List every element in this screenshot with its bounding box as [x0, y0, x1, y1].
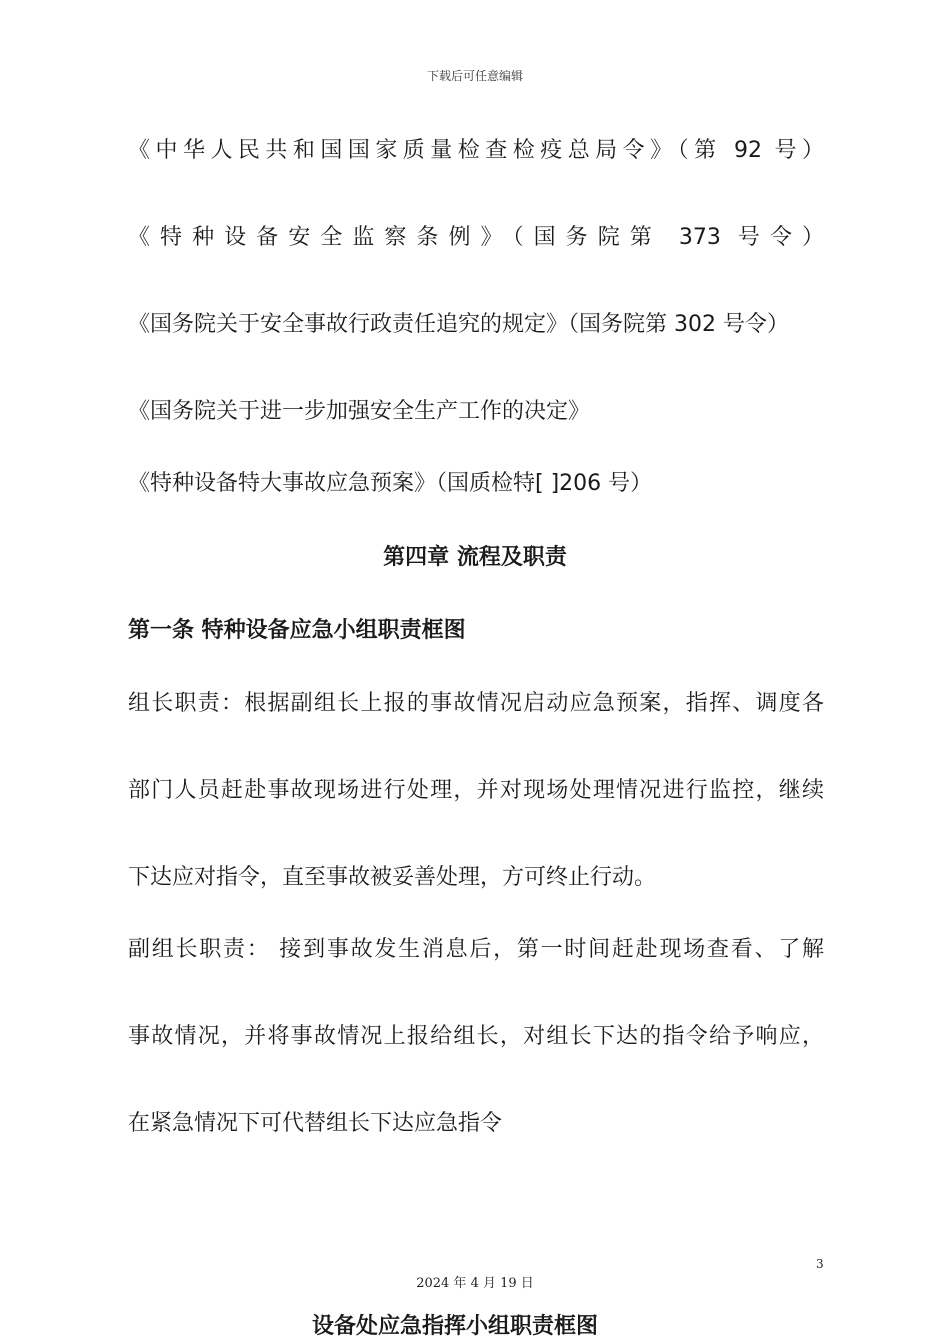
- reference-line: 《特种设备安全监察条例》（国务院第 373 号令）: [128, 225, 824, 250]
- page-number: 3: [816, 1257, 824, 1271]
- paragraph-line: 组长职责：根据副组长上报的事故情况启动应急预案，指挥、调度各: [128, 691, 824, 716]
- paragraph-line: 事故情况，并将事故情况上报给组长，对组长下达的指令给予响应，: [128, 1024, 824, 1049]
- paragraph-line: 副组长职责： 接到事故发生消息后，第一时间赶赴现场查看、了解: [128, 937, 824, 962]
- article-title: 第一条 特种设备应急小组职责框图: [128, 618, 466, 643]
- chapter-title: 第四章 流程及职责: [383, 545, 567, 570]
- reference-line: 《国务院关于安全事故行政责任追究的规定》（国务院第 302 号令）: [128, 312, 789, 337]
- paragraph-line: 部门人员赶赴事故现场进行处理，并对现场处理情况进行监控，继续: [128, 778, 824, 803]
- reference-line: 《中华人民共和国国家质量检查检疫总局令》（第 92 号）: [128, 138, 824, 163]
- header-note: 下载后可任意编辑: [426, 69, 523, 83]
- paragraph-line: 下达应对指令，直至事故被妥善处理，方可终止行动。: [128, 865, 657, 890]
- reference-line: 《国务院关于进一步加强安全生产工作的决定》: [128, 399, 591, 424]
- next-page-title: 设备处应急指挥小组职责框图: [311, 1314, 598, 1339]
- paragraph-line: 在紧急情况下可代替组长下达应急指令: [128, 1111, 503, 1136]
- reference-line: 《特种设备特大事故应急预案》（国质检特[ ]206 号）: [128, 471, 653, 496]
- footer-date: 2024 年 4 月 19 日: [416, 1276, 534, 1291]
